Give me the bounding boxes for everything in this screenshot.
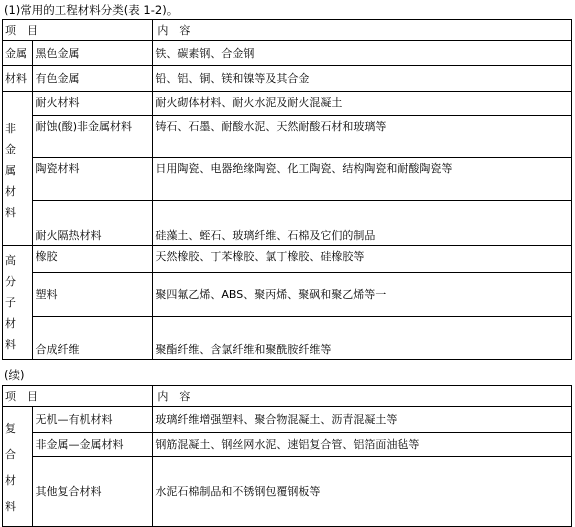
row-content: 钢筋混凝土、钢丝网水泥、速铝复合管、铝箔面油毡等 (153, 433, 572, 457)
group-label-nonmetal: 非 金 属 材 料 (3, 92, 33, 246)
row-content: 硅藻土、蛭石、玻璃纤维、石棉及它们的制品 (153, 201, 572, 246)
header-content: 内 容 (153, 386, 572, 407)
composite-table (2, 385, 572, 527)
row-name: 合成纤维 (33, 317, 153, 360)
group-label-polymer: 高 分 子 材 料 (3, 246, 33, 360)
materials-table (2, 19, 572, 360)
row-content: 铸石、石墨、耐酸水泥、天然耐酸石材和玻璃等 (153, 116, 572, 158)
row-name: 非金属—金属材料 (33, 433, 153, 457)
table-row (3, 317, 572, 360)
group-label-metal-1: 金属 (3, 41, 33, 66)
table-header-row (3, 386, 572, 407)
header-item: 项 目 (3, 20, 153, 41)
table-row (3, 158, 572, 201)
row-name: 耐火材料 (33, 92, 153, 116)
row-content: 聚四氟乙烯、ABS、聚丙烯、聚砜和聚乙烯等一 (153, 273, 572, 317)
row-name: 无机—有机材料 (33, 407, 153, 433)
row-content: 聚酯纤维、含氯纤维和聚酰胺纤维等 (153, 317, 572, 360)
table-row (3, 246, 572, 273)
row-content: 天然橡胶、丁苯橡胶、氯丁橡胶、硅橡胶等 (153, 246, 572, 273)
table-row (3, 273, 572, 317)
row-name: 橡胶 (33, 246, 153, 273)
table-caption: (1)常用的工程材料分类(表 1-2)。 (4, 3, 179, 17)
row-name: 黑色金属 (33, 41, 153, 66)
row-content: 玻璃纤维增强塑料、聚合物混凝土、沥青混凝土等 (153, 407, 572, 433)
continued-caption: (续) (4, 368, 25, 382)
row-name: 陶瓷材料 (33, 158, 153, 201)
row-name: 塑料 (33, 273, 153, 317)
row-name: 其他复合材料 (33, 457, 153, 527)
table-row (3, 433, 572, 457)
table-row (3, 116, 572, 158)
table-row (3, 41, 572, 66)
row-content: 铁、碳素钢、合金钢 (153, 41, 572, 66)
table-row (3, 407, 572, 433)
row-content: 日用陶瓷、电器绝缘陶瓷、化工陶瓷、结构陶瓷和耐酸陶瓷等 (153, 158, 572, 201)
row-name: 耐蚀(酸)非金属材料 (33, 116, 153, 158)
group-label-composite: 复 合 材 料 (3, 407, 33, 527)
table-row (3, 92, 572, 116)
table-header-row (3, 20, 572, 41)
table-row (3, 201, 572, 246)
row-name: 有色金属 (33, 66, 153, 92)
header-content: 内 容 (153, 20, 572, 41)
row-content: 耐火砌体材料、耐火水泥及耐火混凝土 (153, 92, 572, 116)
table-row (3, 66, 572, 92)
header-item: 项 目 (3, 386, 153, 407)
row-content: 铅、铝、铜、镁和镍等及其合金 (153, 66, 572, 92)
row-content: 水泥石棉制品和不锈钢包覆钢板等 (153, 457, 572, 527)
group-label-metal-2: 材料 (3, 66, 33, 92)
row-name: 耐火隔热材料 (33, 201, 153, 246)
table-row (3, 457, 572, 527)
